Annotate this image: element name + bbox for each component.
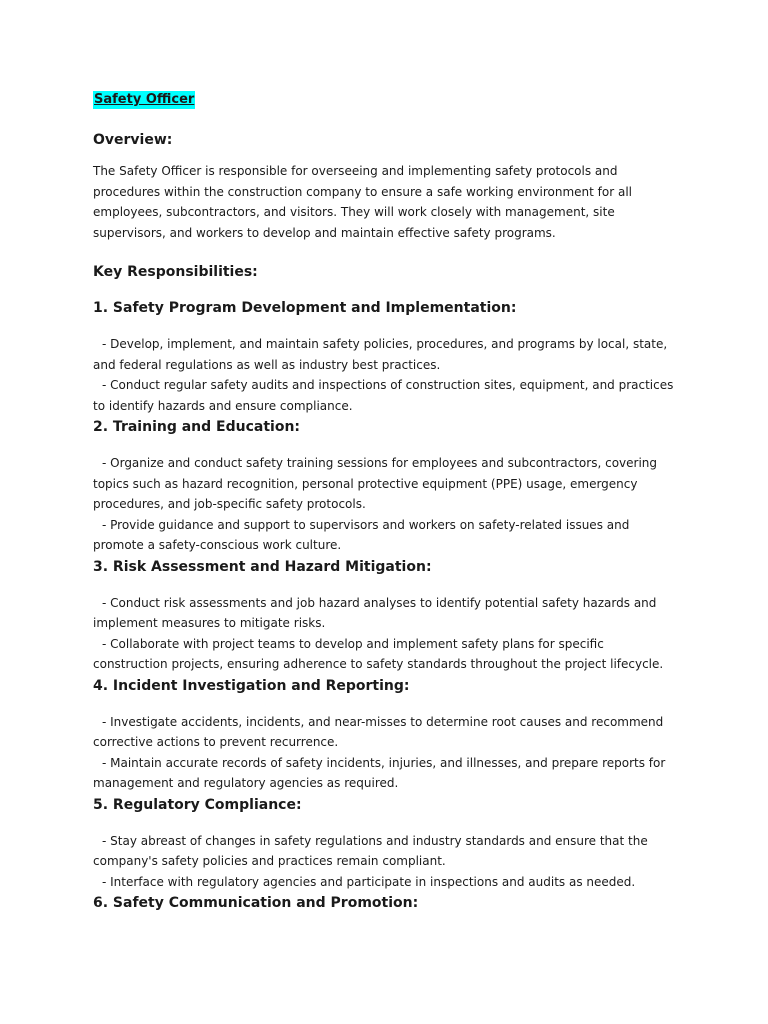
section-heading: 5. Regulatory Compliance: (93, 796, 302, 813)
section-training (93, 418, 678, 556)
bullet-item: - Stay abreast of changes in safety regulations and industry standards and ensure that the company's safety policies and practices remain compliant. (93, 833, 648, 868)
bullet-list (93, 593, 678, 675)
overview-paragraph: The Safety Officer is responsible for overseeing and implementing safety protocols and procedures within the construction company to ensure a safe working environment for all employees, subcontractors, and visitors. They will work closely with management, site supervisors, and workers to develop and maintain effective safety programs. (93, 164, 632, 240)
section-incident-investigation (93, 677, 678, 794)
section-heading: 3. Risk Assessment and Hazard Mitigation: (93, 558, 432, 575)
bullet-item: - Interface with regulatory agencies and participate in inspections and audits as needed. (102, 874, 636, 889)
bullet-item: - Investigate accidents, incidents, and near-misses to determine root causes and recommend corrective actions to prevent recurrence. (93, 714, 664, 749)
bullet-item: - Conduct regular safety audits and inspections of construction sites, equipment, and practices to identify hazards and ensure compliance. (93, 378, 674, 413)
document-title: Safety Officer (94, 92, 195, 107)
bullet-item: - Develop, implement, and maintain safety policies, procedures, and programs by local, state, and federal regulations as well as industry best practices. (93, 337, 668, 372)
section-heading: 6. Safety Communication and Promotion: (93, 895, 419, 911)
bullet-list (93, 453, 678, 556)
bullet-item: - Collaborate with project teams to develop and implement safety plans for specific construction projects, ensuring adherence to safety standards throughout the project lifecycle. (93, 636, 664, 671)
bullet-list (93, 334, 678, 416)
document-page (93, 88, 678, 912)
bullet-item: - Maintain accurate records of safety incidents, injuries, and illnesses, and prepare reports for management and regulatory agencies as required. (93, 755, 666, 790)
section-safety-program (93, 299, 678, 416)
bullet-item: - Conduct risk assessments and job hazard analyses to identify potential safety hazards and implement measures to mitigate risks. (93, 595, 657, 630)
section-risk-assessment (93, 558, 678, 675)
section-heading: 4. Incident Investigation and Reporting: (93, 677, 410, 694)
bullet-list (93, 712, 678, 794)
section-regulatory-compliance (93, 796, 678, 893)
section-heading: 1. Safety Program Development and Implementation: (93, 300, 517, 316)
bullet-item: - Provide guidance and support to supervisors and workers on safety-related issues and promote a safety-conscious work culture. (93, 517, 630, 552)
bullet-list (93, 831, 678, 893)
overview-heading: Overview: (93, 132, 173, 148)
section-heading: 2. Training and Education: (93, 419, 301, 435)
key-responsibilities-heading: Key Responsibilities: (93, 264, 258, 280)
section-safety-communication (93, 894, 678, 912)
bullet-item: - Organize and conduct safety training sessions for employees and subcontractors, covering topics such as hazard recognition, personal protective equipment (PPE) usage, emergency procedures, and job-specific safety protocols. (93, 456, 658, 511)
